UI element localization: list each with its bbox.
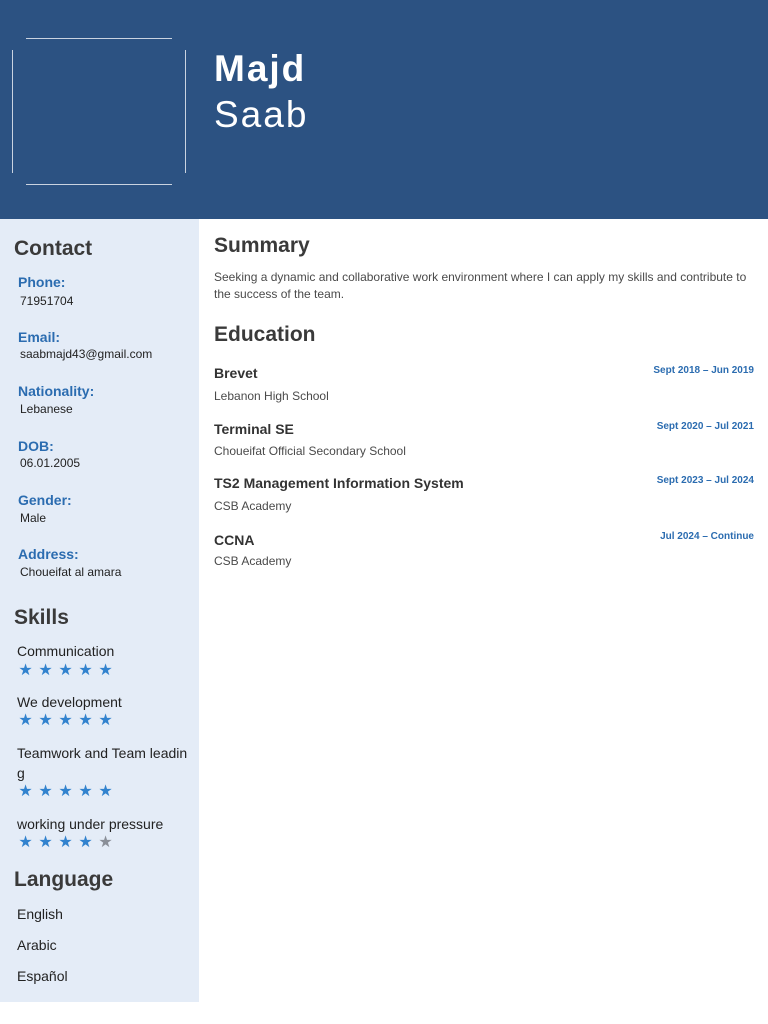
star-filled-icon: ★ bbox=[38, 834, 53, 851]
skill-name: Teamwork and Team leading bbox=[17, 745, 188, 781]
phone-label: Phone: bbox=[18, 274, 66, 290]
skills-title: Skills bbox=[14, 606, 69, 629]
education-degree: TS2 Management Information System bbox=[214, 475, 464, 491]
star-filled-icon: ★ bbox=[38, 662, 53, 679]
language-item: English bbox=[17, 906, 63, 922]
skill-name: We development bbox=[17, 694, 122, 710]
language-title: Language bbox=[14, 868, 114, 891]
education-dates: Jul 2024 – Continue bbox=[660, 531, 754, 542]
star-filled-icon: ★ bbox=[18, 783, 33, 800]
skill-name: working under pressure bbox=[17, 816, 164, 832]
education-school: CSB Academy bbox=[214, 499, 292, 513]
language-item: Arabic bbox=[17, 937, 57, 953]
star-filled-icon: ★ bbox=[78, 783, 93, 800]
skill-rating bbox=[17, 783, 117, 801]
education-school: Choueifat Official Secondary School bbox=[214, 444, 406, 458]
address-value: Choueifat al amara bbox=[20, 565, 122, 579]
summary-text: Seeking a dynamic and collaborative work environment where I can apply my skills and contribute to the success of the team. bbox=[214, 270, 747, 301]
education-dates: Sept 2020 – Jul 2021 bbox=[656, 421, 754, 432]
star-empty-icon: ★ bbox=[98, 834, 113, 851]
photo-frame-bottom-edge bbox=[26, 184, 172, 185]
summary-title: Summary bbox=[214, 234, 310, 257]
skill-rating bbox=[17, 662, 117, 680]
dob-label: DOB: bbox=[18, 438, 54, 454]
photo-placeholder bbox=[12, 38, 186, 185]
email-value: saabmajd43@gmail.com bbox=[20, 347, 153, 361]
star-filled-icon: ★ bbox=[58, 834, 73, 851]
star-filled-icon: ★ bbox=[18, 834, 33, 851]
star-filled-icon: ★ bbox=[98, 712, 113, 729]
photo-frame-top-edge bbox=[26, 38, 172, 39]
star-filled-icon: ★ bbox=[58, 783, 73, 800]
star-filled-icon: ★ bbox=[58, 662, 73, 679]
star-filled-icon: ★ bbox=[18, 662, 33, 679]
skill-rating bbox=[17, 712, 117, 730]
education-school: Lebanon High School bbox=[214, 389, 329, 403]
nationality-value: Lebanese bbox=[20, 402, 73, 416]
education-title: Education bbox=[214, 323, 316, 346]
skill-rating bbox=[17, 834, 117, 852]
contact-title: Contact bbox=[14, 237, 93, 260]
last-name: Saab bbox=[214, 94, 309, 135]
header-banner bbox=[0, 0, 768, 219]
star-filled-icon: ★ bbox=[18, 712, 33, 729]
star-filled-icon: ★ bbox=[78, 834, 93, 851]
photo-frame-left-edge bbox=[12, 50, 13, 173]
star-filled-icon: ★ bbox=[98, 783, 113, 800]
star-filled-icon: ★ bbox=[78, 662, 93, 679]
nationality-label: Nationality: bbox=[18, 383, 95, 399]
skill-name: Communication bbox=[17, 643, 115, 659]
education-dates: Sept 2023 – Jul 2024 bbox=[656, 475, 754, 486]
star-filled-icon: ★ bbox=[98, 662, 113, 679]
gender-value: Male bbox=[20, 511, 47, 525]
language-item: Español bbox=[17, 968, 68, 984]
phone-value: 71951704 bbox=[20, 294, 74, 308]
education-dates: Sept 2018 – Jun 2019 bbox=[653, 365, 754, 376]
dob-value: 06.01.2005 bbox=[20, 456, 81, 470]
email-label: Email: bbox=[18, 329, 61, 345]
education-degree: Brevet bbox=[214, 365, 258, 381]
star-filled-icon: ★ bbox=[38, 712, 53, 729]
education-school: CSB Academy bbox=[214, 554, 292, 568]
star-filled-icon: ★ bbox=[38, 783, 53, 800]
star-filled-icon: ★ bbox=[58, 712, 73, 729]
education-degree: CCNA bbox=[214, 532, 255, 548]
gender-label: Gender: bbox=[18, 492, 72, 508]
star-filled-icon: ★ bbox=[78, 712, 93, 729]
address-label: Address: bbox=[18, 546, 79, 562]
first-name: Majd bbox=[214, 48, 307, 89]
education-degree: Terminal SE bbox=[214, 421, 294, 437]
photo-frame-right-edge bbox=[185, 50, 186, 173]
